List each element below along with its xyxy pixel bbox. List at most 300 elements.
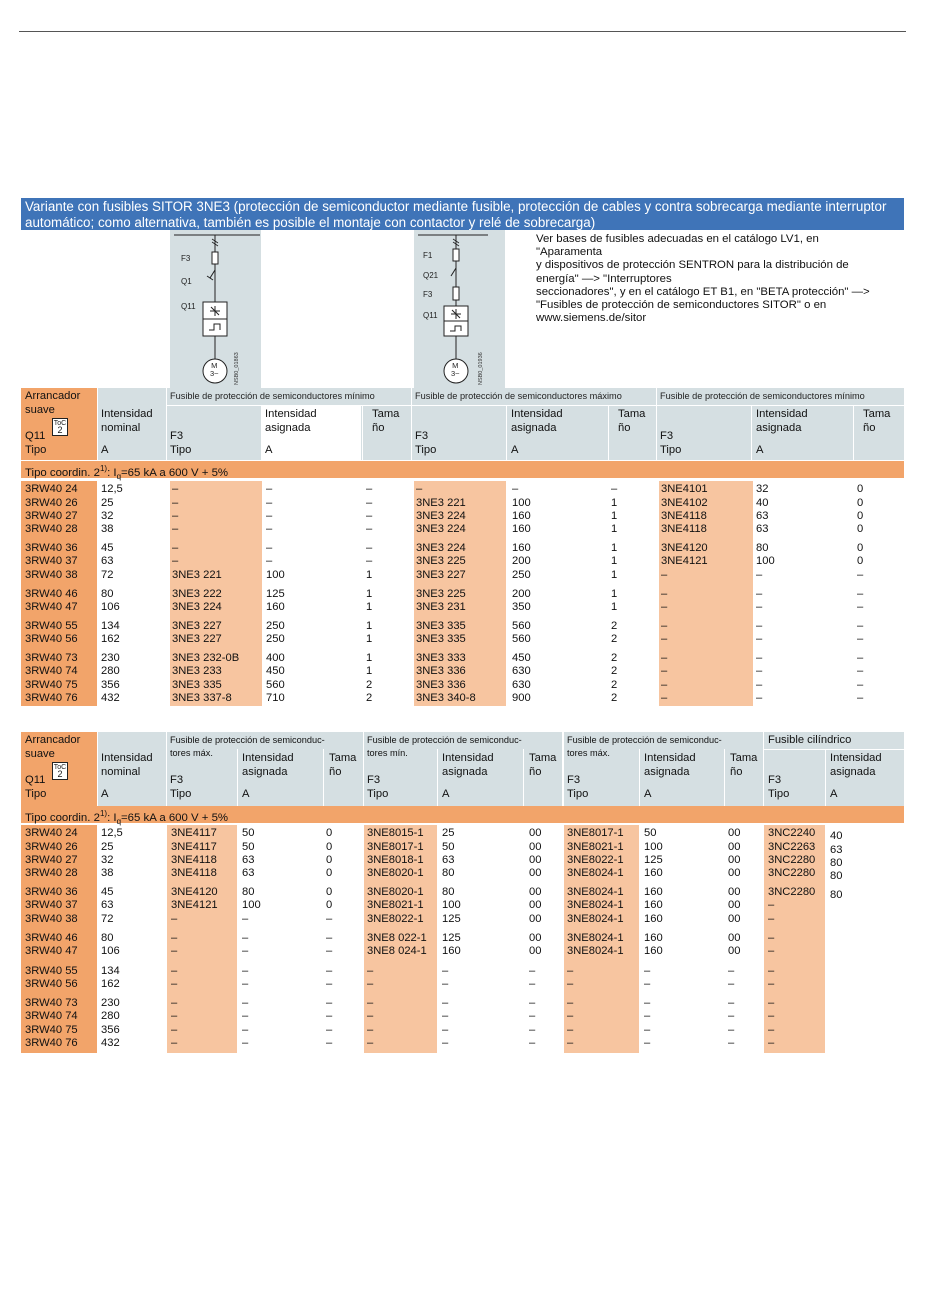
table2-cell: 3NE8017-1 — [567, 827, 624, 839]
table1-cell: 432 — [101, 692, 120, 704]
table2-cell: – — [567, 965, 574, 977]
fuse-tipo-label: Tipo — [170, 444, 192, 456]
table1-cell: – — [366, 483, 373, 495]
table2-cell: 00 — [529, 841, 542, 853]
cylinder-fuse-title: Fusible cilíndrico — [768, 734, 852, 746]
fuse-f3-label: F3 — [367, 774, 381, 786]
header-divider — [764, 749, 904, 750]
table1-cell: 160 — [512, 523, 531, 535]
table2-cell: – — [529, 1037, 536, 1049]
amp-label-1: Intensidad — [242, 752, 294, 764]
size-label-1: Tama — [372, 408, 400, 420]
table1-cell: 630 — [512, 679, 531, 691]
table2-cell: – — [529, 1024, 536, 1036]
table2-cell: 3NE8017-1 — [367, 841, 424, 853]
table2-cell: 3RW40 46 — [25, 932, 78, 944]
circuit-diagram-1 — [170, 230, 261, 388]
table1-cell: 0 — [857, 497, 864, 509]
table2-cell: 80 — [442, 886, 455, 898]
table2-cell: – — [442, 1037, 449, 1049]
table2-cell: – — [242, 1010, 249, 1022]
table1-cell: – — [366, 542, 373, 554]
fuse-group-title: Fusible de protección de semiconductores máximo — [415, 391, 622, 401]
table1-cell: 250 — [266, 633, 285, 645]
table1-cell: – — [366, 523, 373, 535]
table1-cell: – — [857, 633, 864, 645]
table1-cell: 1 — [611, 523, 618, 535]
table2-cell: 00 — [529, 854, 542, 866]
note-line: energía" —> "Interruptores — [536, 272, 672, 285]
table1-cell: 1 — [366, 652, 373, 664]
table1-cell: 2 — [611, 633, 618, 645]
table2-cell: – — [242, 1024, 249, 1036]
amp-label-1: Intensidad — [265, 408, 317, 420]
table2-cell: 3NE4118 — [171, 867, 217, 879]
circuit-diagram-2 — [414, 230, 505, 388]
table1-cell: 2 — [611, 679, 618, 691]
table1-cell: 32 — [756, 483, 769, 495]
table2-cell: – — [326, 1010, 333, 1022]
table2-cell: 50 — [442, 841, 455, 853]
table1-cell: 3RW40 74 — [25, 665, 78, 677]
amp-label-1: Intensidad — [756, 408, 808, 420]
table2-cell: – — [171, 978, 178, 990]
table2-cell: – — [367, 978, 374, 990]
table2-cell: 3RW40 55 — [25, 965, 78, 977]
table2-cell: – — [728, 1037, 735, 1049]
table1-cell: 1 — [611, 510, 618, 522]
table1-cell: 32 — [101, 510, 114, 522]
table1-cell: 1 — [611, 588, 618, 600]
table2-cell: – — [442, 965, 449, 977]
table2-cell: – — [529, 1010, 536, 1022]
table2-cell: 3NE8024-1 — [567, 899, 624, 911]
table1-cell: 45 — [101, 542, 114, 554]
note-line: "Fusibles de protección de semiconductores SITOR" o en — [536, 299, 827, 312]
nominal-unit: A — [101, 788, 109, 800]
table1-cell: – — [266, 510, 273, 522]
note-line: www.siemens.de/sitor — [536, 312, 647, 325]
table1-cell: 356 — [101, 679, 120, 691]
header-divider — [323, 749, 324, 806]
table2-cell: – — [768, 978, 775, 990]
starter-label-tipo: Tipo — [25, 444, 47, 456]
table2-cell: 3NE8018-1 — [367, 854, 424, 866]
table2-cell: – — [529, 965, 536, 977]
table2-cell: 3NE8024-1 — [567, 945, 624, 957]
table2-cell: 00 — [728, 841, 741, 853]
table1-cell: 200 — [512, 588, 531, 600]
header-divider — [639, 749, 640, 806]
amp-unit: A — [756, 444, 764, 456]
table2-cell: – — [171, 1010, 178, 1022]
table1-cell: 3NE3 224 — [172, 601, 222, 613]
table2-cell: – — [768, 1010, 775, 1022]
table2-cell: – — [768, 1037, 775, 1049]
table2-cell: 3NE8024-1 — [567, 913, 624, 925]
table1-cell: 3RW40 24 — [25, 483, 78, 495]
table2-cell: 3NC2280 — [768, 886, 816, 898]
table1-cell: 900 — [512, 692, 531, 704]
starter-label-tipo: Tipo — [25, 788, 47, 800]
table1-cell: 1 — [366, 601, 373, 613]
size-label-2: ño — [730, 766, 743, 778]
table1-cell: 100 — [512, 497, 531, 509]
table2-cell: 00 — [529, 899, 542, 911]
table2-cell: – — [326, 978, 333, 990]
size-label-1: Tama — [529, 752, 557, 764]
table1-cell: 0 — [857, 483, 864, 495]
table1-cell: 1 — [366, 620, 373, 632]
table2-cell: 63 — [242, 854, 255, 866]
table1-cell: 72 — [101, 569, 114, 581]
table2-cell: 3RW40 28 — [25, 867, 78, 879]
coordination-type-band: Tipo coordin. 2$^{1)}$: $I_q=65$ kA a 600 V + 5% — [21, 806, 904, 823]
table2-cell: 40 — [830, 830, 843, 842]
amp-unit: A — [442, 788, 450, 800]
table1-cell: – — [857, 665, 864, 677]
table1-cell: 3RW40 37 — [25, 555, 78, 567]
table2-cell: – — [326, 997, 333, 1009]
fuse-f3-label: F3 — [170, 774, 184, 786]
table1-cell: – — [756, 633, 763, 645]
table1-cell: 3RW40 27 — [25, 510, 78, 522]
table2-cell: – — [644, 1037, 651, 1049]
table1-cell: 3NE3 231 — [416, 601, 466, 613]
table2-cell: 00 — [728, 886, 741, 898]
table2-cell: 3RW40 75 — [25, 1024, 78, 1036]
table2-cell: 38 — [101, 867, 114, 879]
size-label-2: ño — [618, 422, 631, 434]
table1-cell: 250 — [512, 569, 531, 581]
table2-cell: 125 — [442, 932, 461, 944]
table2-cell: 3NE4120 — [171, 886, 218, 898]
table1-cell: 3RW40 73 — [25, 652, 78, 664]
table1-cell: – — [266, 542, 273, 554]
table2-cell: 125 — [442, 913, 461, 925]
table1-cell: – — [366, 497, 373, 509]
table2-cell: 00 — [728, 945, 741, 957]
fuse-group-title: Fusible de protección de semiconductores mínimo — [170, 391, 375, 401]
table1-cell: – — [661, 652, 668, 664]
table2-cell: – — [768, 997, 775, 1009]
table2-cell: 280 — [101, 1010, 120, 1022]
table1-cell: 200 — [512, 555, 531, 567]
diagram2-label-f1: F1 — [423, 251, 433, 260]
amp-label-2: asignada — [442, 766, 488, 778]
fuse-tipo-label: Tipo — [170, 788, 192, 800]
table1-cell: 160 — [512, 510, 531, 522]
table2-cell: 356 — [101, 1024, 120, 1036]
table1-cell: 630 — [512, 665, 531, 677]
table1-cell: 1 — [611, 542, 618, 554]
table1-cell: 3NE3 335 — [416, 633, 466, 645]
table2-cell: – — [367, 997, 374, 1009]
table2-cell: 3RW40 76 — [25, 1037, 78, 1049]
header-divider — [237, 749, 238, 806]
table2-cell: 432 — [101, 1037, 120, 1049]
table2-cell: – — [567, 1037, 574, 1049]
table1-cell: 2 — [611, 692, 618, 704]
table1-cell: 3RW40 28 — [25, 523, 78, 535]
amp-label-1: Intensidad — [442, 752, 494, 764]
diagram1-label-f3: F3 — [181, 254, 191, 263]
table2-cell: 230 — [101, 997, 120, 1009]
table1-cell: – — [266, 497, 273, 509]
table2-cell: – — [367, 1037, 374, 1049]
table1-cell: 3RW40 47 — [25, 601, 78, 613]
table2-cell: 3RW40 56 — [25, 978, 78, 990]
table1-cell: 3NE3 335 — [416, 620, 466, 632]
table2-cell: 80 — [242, 886, 255, 898]
table1-cell: 3NE3 337-8 — [172, 692, 232, 704]
table2-cell: – — [768, 965, 775, 977]
table2-cell: – — [442, 1010, 449, 1022]
table1-cell: 2 — [611, 665, 618, 677]
table1-cell: 3NE4118 — [661, 510, 707, 522]
table1-cell: 3RW40 56 — [25, 633, 78, 645]
fuse-tipo-label: Tipo — [567, 788, 589, 800]
fuse-f3-label: F3 — [415, 430, 429, 442]
table2-cell: 160 — [644, 886, 663, 898]
cyl-tipo-label: Tipo — [768, 788, 790, 800]
table2-cell: 106 — [101, 945, 120, 957]
table2-cell: 160 — [644, 945, 663, 957]
table2-cell: 63 — [442, 854, 455, 866]
table2-cell: 160 — [644, 913, 663, 925]
table2-cell: – — [367, 965, 374, 977]
diagram1-label-q1: Q1 — [181, 277, 192, 286]
table1-cell: 3NE4121 — [661, 555, 708, 567]
amp-label-1: Intensidad — [644, 752, 696, 764]
diagram2-label-q11: Q11 — [423, 311, 438, 320]
table1-cell: 25 — [101, 497, 114, 509]
table2-cell: 3NE4118 — [171, 854, 217, 866]
table2-cell: 25 — [101, 841, 114, 853]
table2-cell: 3RW40 36 — [25, 886, 78, 898]
table2-cell: – — [326, 945, 333, 957]
table1-cell: – — [756, 620, 763, 632]
table2-cell: – — [242, 945, 249, 957]
table1-cell: 38 — [101, 523, 114, 535]
table2-cell: – — [644, 1010, 651, 1022]
header-divider — [751, 405, 752, 460]
amp-unit: A — [265, 444, 273, 456]
table1-cell: 400 — [266, 652, 285, 664]
table1-cell: 0 — [857, 523, 864, 535]
cyl-amp-label-1: Intensidad — [830, 752, 882, 764]
table2-cell: 00 — [529, 945, 542, 957]
table1-cell: 3NE3 227 — [172, 620, 222, 632]
table1-cell: 230 — [101, 652, 120, 664]
table1-cell: 106 — [101, 601, 120, 613]
table1-cell: 2 — [611, 652, 618, 664]
table2-cell: – — [768, 932, 775, 944]
table2-cell: – — [171, 913, 178, 925]
table2-cell: 160 — [644, 932, 663, 944]
table1-cell: – — [756, 679, 763, 691]
table2-cell: – — [242, 978, 249, 990]
table1-cell: – — [366, 555, 373, 567]
table2-cell: 3NE8024-1 — [567, 886, 624, 898]
table2-cell: – — [768, 945, 775, 957]
header-divider — [506, 405, 507, 460]
table1-cell: – — [756, 601, 763, 613]
table2-cell: 3NE8020-1 — [367, 867, 424, 879]
fuse-tipo-label: Tipo — [660, 444, 682, 456]
table2-cell: 3RW40 47 — [25, 945, 78, 957]
table2-cell: 134 — [101, 965, 120, 977]
toc-badge: ToC 2 — [53, 764, 67, 779]
table2-cell: 160 — [442, 945, 461, 957]
table1-cell: – — [857, 652, 864, 664]
table2-cell: 80 — [830, 889, 843, 901]
size-label-2: ño — [863, 422, 876, 434]
table1-cell: 3RW40 46 — [25, 588, 78, 600]
table1-cell: 250 — [266, 620, 285, 632]
size-label-1: Tama — [863, 408, 891, 420]
table2-cell: – — [768, 1024, 775, 1036]
table2-cell: 3NE4117 — [171, 827, 217, 839]
table2-cell: – — [728, 997, 735, 1009]
table2-cell: 3NE8 022-1 — [367, 932, 427, 944]
diagram2-motor: M 3~ — [451, 361, 460, 378]
table1-cell: – — [756, 652, 763, 664]
table2-cell: – — [326, 913, 333, 925]
table2-cell: 100 — [242, 899, 261, 911]
table2-cell: – — [644, 978, 651, 990]
fuse-group-title-1: Fusible de protección de semiconduc- — [567, 735, 722, 745]
table1-cell: 560 — [512, 620, 531, 632]
nominal-label-2: nominal — [101, 766, 141, 778]
table2-cell: 45 — [101, 886, 114, 898]
amp-label-1: Intensidad — [511, 408, 563, 420]
table1-cell: 3NE4120 — [661, 542, 708, 554]
table1-cell: – — [172, 523, 179, 535]
table2-cell: 72 — [101, 913, 114, 925]
table1-cell: – — [857, 692, 864, 704]
table1-cell: 12,5 — [101, 483, 123, 495]
size-label-1: Tama — [730, 752, 758, 764]
nominal-label-2: nominal — [101, 422, 141, 434]
table2-cell: 00 — [529, 886, 542, 898]
size-label-2: ño — [529, 766, 542, 778]
table1-cell: – — [172, 555, 179, 567]
top-rule — [19, 31, 906, 32]
table1-cell: 3NE3 225 — [416, 555, 466, 567]
table1-cell: – — [661, 665, 668, 677]
nominal-unit: A — [101, 444, 109, 456]
table2-cell: 63 — [242, 867, 255, 879]
table1-cell: 3RW40 38 — [25, 569, 78, 581]
fuse-group-title-1: Fusible de protección de semiconduc- — [367, 735, 522, 745]
table2-cell: 160 — [644, 899, 663, 911]
table1-cell: 3NE3 227 — [416, 569, 466, 581]
table2-cell: – — [171, 965, 178, 977]
table1-cell: 3NE3 232-0B — [172, 652, 240, 664]
starter-label-q11: Q11 — [25, 430, 46, 442]
table1-cell: 3NE3 225 — [416, 588, 466, 600]
table2-cell: 0 — [326, 841, 333, 853]
table2-cell: – — [529, 978, 536, 990]
table2-cell: 0 — [326, 899, 333, 911]
amp-label-2: asignada — [242, 766, 288, 778]
diagram2-label-q21: Q21 — [423, 271, 439, 280]
table2-cell: 50 — [644, 827, 657, 839]
table1-cell: 125 — [266, 588, 285, 600]
fuse-group-title-2: tores máx. — [567, 748, 610, 758]
table1-cell: – — [661, 588, 668, 600]
nominal-label-1: Intensidad — [101, 408, 153, 420]
table1-cell: – — [661, 692, 668, 704]
table2-cell: 3NE8015-1 — [367, 827, 424, 839]
table1-cell: 710 — [266, 692, 285, 704]
table2-cell: 00 — [728, 913, 741, 925]
table2-cell: – — [728, 1024, 735, 1036]
table2-cell: 3RW40 38 — [25, 913, 78, 925]
header-divider — [523, 749, 524, 806]
table1-cell: 350 — [512, 601, 531, 613]
header-divider — [437, 749, 438, 806]
table1-cell: 100 — [266, 569, 285, 581]
table1-cell: – — [366, 510, 373, 522]
table2-cell: 00 — [728, 854, 741, 866]
table2-cell: 80 — [442, 867, 455, 879]
table1-cell: – — [756, 588, 763, 600]
table1-cell: 3NE3 335 — [172, 679, 222, 691]
table1-cell: 3NE4118 — [661, 523, 707, 535]
size-label-1: Tama — [329, 752, 357, 764]
table1-cell: 3RW40 55 — [25, 620, 78, 632]
table1-cell: 63 — [756, 510, 769, 522]
table1-cell: – — [857, 601, 864, 613]
table1-cell: 3RW40 26 — [25, 497, 78, 509]
table1-cell: 3NE4102 — [661, 497, 708, 509]
table1-cell: 1 — [366, 665, 373, 677]
fuse-tipo-label: Tipo — [415, 444, 437, 456]
table1-cell: 450 — [266, 665, 285, 677]
fuse-group-title-1: Fusible de protección de semiconduc- — [170, 735, 325, 745]
table2-cell: 0 — [326, 867, 333, 879]
table1-cell: 3NE3 336 — [416, 665, 466, 677]
table2-cell: – — [768, 913, 775, 925]
table1-cell: 134 — [101, 620, 120, 632]
table1-cell: – — [661, 620, 668, 632]
table1-cell: – — [172, 483, 179, 495]
table1-cell: – — [416, 483, 423, 495]
fuse-group-title: Fusible de protección de semiconductores mínimo — [660, 391, 865, 401]
table2-cell: 12,5 — [101, 827, 123, 839]
reference-note — [536, 233, 906, 325]
amp-label-2: asignada — [511, 422, 557, 434]
cyl-amp-label-2: asignada — [830, 766, 876, 778]
table1-cell: 3RW40 36 — [25, 542, 78, 554]
table1-cell: 560 — [266, 679, 285, 691]
table2-cell: – — [171, 997, 178, 1009]
table2-cell: – — [567, 1024, 574, 1036]
table1-cell: 40 — [756, 497, 769, 509]
note-line: y dispositivos de protección SENTRON para la distribución de — [536, 259, 849, 272]
table2-cell: – — [171, 1024, 178, 1036]
table2-cell: 80 — [830, 857, 843, 869]
table1-cell: 100 — [756, 555, 775, 567]
table2-cell: 3NE8024-1 — [567, 867, 624, 879]
fuse-f3-label: F3 — [170, 430, 184, 442]
fuse-f3-label: F3 — [567, 774, 581, 786]
diagram2-label-f3: F3 — [423, 290, 433, 299]
section-title: Variante con fusibles SITOR 3NE3 (protección de semiconductor mediante fusible, protección de cables y contra sobrecarga mediante interruptor automático; como alternativa, también es posible el montaje con contactor y relé de sobrecarga) — [21, 198, 904, 230]
table1-cell: – — [857, 588, 864, 600]
